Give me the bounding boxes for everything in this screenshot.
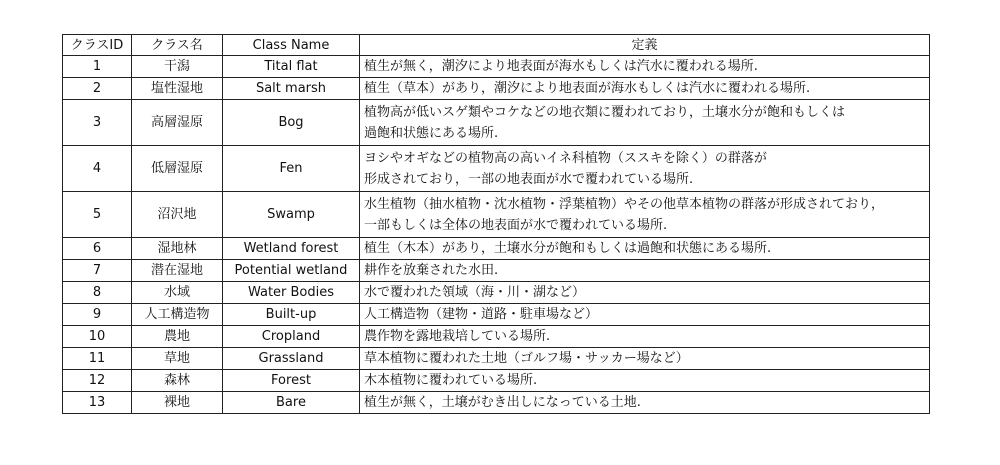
class-id-cell: 13 [63,392,132,414]
class-name-en-cell: Forest [223,370,360,392]
table-row [63,260,930,282]
definition-line: 耕作を放棄された水田. [364,263,499,278]
definition-line: 人工構造物（建物・道路・駐車場など） [364,307,599,322]
header-row [63,35,930,56]
class-name-en-cell: Potential wetland [223,260,360,282]
class-id-cell: 10 [63,326,132,348]
definition-cell [360,260,930,282]
class-id-cell: 6 [63,238,132,260]
definition-line: 植生（草本）があり，潮汐により地表面が海水もしくは汽水に覆われる場所. [364,81,811,96]
definition-line: 草本植物に覆われた土地（ゴルフ場・サッカー場など） [364,351,689,366]
class-id-cell: 4 [63,146,132,192]
table-row [63,78,930,100]
table-row [63,370,930,392]
class-name-en-cell: Tital flat [223,56,360,78]
table-row [63,282,930,304]
class-name-ja-cell: 水域 [132,282,223,304]
header-class-id: クラスID [63,35,132,56]
definition-line: 水生植物（抽水植物・沈水植物・浮葉植物）やその他草本植物の群落が形成されており， [364,196,885,212]
definition-cell [360,392,930,414]
definition-line: 植生が無く，土壌がむき出しになっている土地. [364,395,641,410]
class-name-en-cell: Bog [223,100,360,146]
class-name-ja-cell: 高層湿原 [132,100,223,146]
definition-line: 植物高が低いスゲ類やコケなどの地衣類に覆われており，土壌水分が飽和もしくは [364,104,846,120]
class-name-ja-cell: 草地 [132,348,223,370]
definition-cell [360,56,930,78]
class-name-en-cell: Water Bodies [223,282,360,304]
definition-line: 木本植物に覆われている場所. [364,373,538,388]
class-id-cell: 7 [63,260,132,282]
definition-line: 植生（木本）があり，土壌水分が飽和もしくは過飽和状態にある場所. [364,241,772,256]
header-definition: 定義 [360,35,930,56]
table-row [63,304,930,326]
definition-line: ヨシやオギなどの植物高の高いイネ科植物（ススキを除く）の群落が [364,150,767,166]
wetland-class-table [62,34,930,414]
definition-cell [360,304,930,326]
definition-cell [360,146,930,192]
definition-cell [360,100,930,146]
class-name-ja-cell: 潜在湿地 [132,260,223,282]
class-name-ja-cell: 低層湿原 [132,146,223,192]
definition-cell [360,282,930,304]
class-name-ja-cell: 裸地 [132,392,223,414]
definition-line: 形成されており，一部の地表面が水で覆われている場所. [364,171,694,187]
class-name-en-cell: Fen [223,146,360,192]
class-id-cell: 8 [63,282,132,304]
class-name-ja-cell: 干潟 [132,56,223,78]
class-id-cell: 12 [63,370,132,392]
class-id-cell: 3 [63,100,132,146]
class-id-cell: 2 [63,78,132,100]
class-name-en-cell: Swamp [223,192,360,238]
class-name-ja-cell: 沼沢地 [132,192,223,238]
definition-cell [360,326,930,348]
table-body [63,56,930,414]
definition-line: 農作物を露地栽培している場所. [364,329,551,344]
class-name-en-cell: Grassland [223,348,360,370]
table-row [63,192,930,238]
definition-cell [360,78,930,100]
definition-line: 過飽和状態にある場所. [364,125,499,141]
table-row [63,348,930,370]
class-name-en-cell: Wetland forest [223,238,360,260]
table-row [63,146,930,192]
class-name-ja-cell: 森林 [132,370,223,392]
class-name-ja-cell: 農地 [132,326,223,348]
header-class-name-en: Class Name [223,35,360,56]
class-id-cell: 1 [63,56,132,78]
definition-line: 植生が無く，潮汐により地表面が海水もしくは汽水に覆われる場所. [364,59,758,74]
header-class-name-ja: クラス名 [132,35,223,56]
definition-cell [360,348,930,370]
class-name-en-cell: Salt marsh [223,78,360,100]
class-name-ja-cell: 塩性湿地 [132,78,223,100]
table-row [63,238,930,260]
definition-cell [360,238,930,260]
class-name-en-cell: Bare [223,392,360,414]
table-row [63,392,930,414]
definition-line: 水で覆われた領域（海・川・湖など） [364,285,586,300]
class-id-cell: 5 [63,192,132,238]
class-name-ja-cell: 人工構造物 [132,304,223,326]
class-id-cell: 9 [63,304,132,326]
table-row [63,326,930,348]
definition-cell [360,192,930,238]
definition-line: 一部もしくは全体の地表面が水で覆われている場所. [364,217,668,233]
class-name-ja-cell: 湿地林 [132,238,223,260]
table-row [63,100,930,146]
class-name-en-cell: Cropland [223,326,360,348]
definition-cell [360,370,930,392]
class-id-cell: 11 [63,348,132,370]
class-name-en-cell: Built-up [223,304,360,326]
table-row [63,56,930,78]
